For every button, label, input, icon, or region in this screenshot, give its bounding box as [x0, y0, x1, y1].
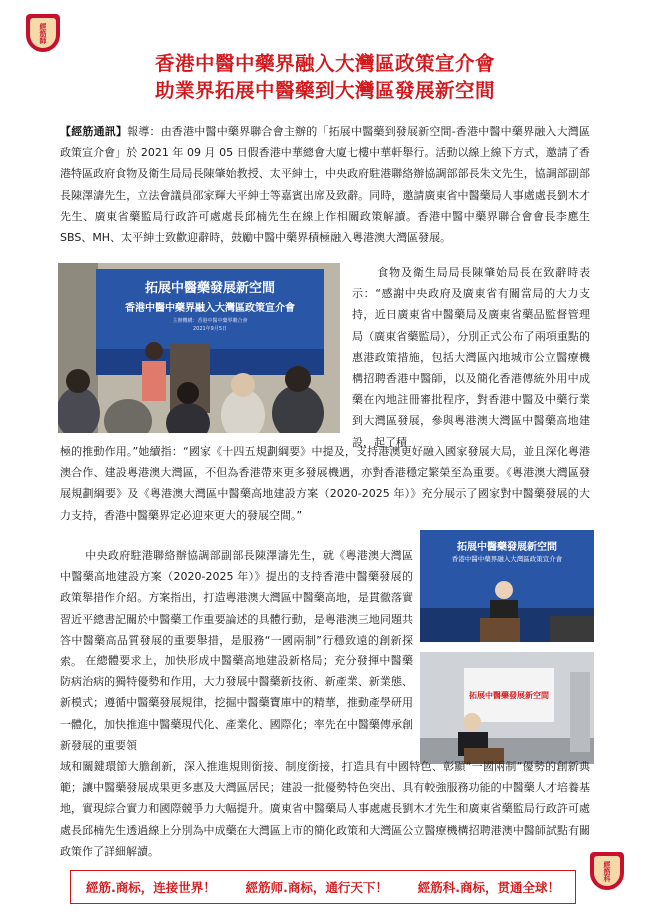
paragraph-deputy: 中央政府駐港聯絡辦協調部副部長陳澤濤先生，就《粵港澳大灣區中醫藥高地建設方案（2020-2025 年）》提出的支持香港中醫藥發展的政策舉措作介紹。方案指出，打造粵港澳大灣區中醫藥高地，是貫徹落實習近平總書記關於中醫藥工作重要論述的具體行動，是粵港澳三地同題共答中醫藥高品質發展的重要舉措，是服務“一國兩制”行穩致遠的創新探索。 [60, 549, 413, 669]
banner-right1-title: 拓展中醫藥發展新空間 [457, 542, 557, 553]
page-title-line1: 香港中醫中藥界融入大灣區政策宣介會 [154, 52, 495, 75]
footer-slogan-3: 經筋科.商标，贯通全球！ [417, 880, 561, 895]
logo-bottom-text: 經筋科 [594, 856, 620, 886]
footer-slogan-2: 經筋师.商标，通行天下！ [245, 880, 388, 895]
banner-main-organizer: 主辦機構：香港中醫中藥界聯合會 [172, 318, 248, 324]
footer-slogan-1: 經筋.商标，连接世界！ [85, 880, 216, 895]
paragraph-minister-full: 極的推動作用。”她續指：“國家《十四五規劃綱要》中提及，支持港澳更好融入國家發展大局，並且深化粵港澳合作、建設粵港澳大灣區，不但為香港帶來更多發展機遇，亦對香港穩定繁榮至為重要。《粵港澳大灣區發展規劃綱要》及《粵港澳大灣區中醫藥高地建設方案（2020-2025 年）》充分展示了國家對中醫藥發展的大力支持，香港中醫藥界定必迎來更大的發展空間。” [60, 445, 590, 522]
paragraph-intro [60, 121, 590, 248]
banner-main-title: 拓展中醫藥發展新空間 [144, 281, 275, 296]
photo-conference-speaker [58, 263, 340, 433]
logo-emblem [26, 14, 60, 52]
news-tag: 【經筋通訊】 [60, 125, 128, 138]
logo-text: 經筋師 [30, 18, 56, 48]
footer-slogan-box [70, 870, 576, 904]
banner-main-date: 2021年9月5日 [192, 326, 228, 332]
photo-deputy-director [420, 530, 594, 642]
paragraph-intro-text: 報導：由香港中醫中藥界聯合會主辦的「拓展中醫藥到發展新空間-香港中醫中藥界融入大灣區政策宣介會」於 2021 年 09 月 05 日假香港中華總會大廈七樓中華軒舉行。活動以線上線下方式，邀請了香港特區政府食物及衛生局局長陳肇始教授、太平紳士，中央政府駐港聯絡辦協調部部長朱文先生，協調部副部長陳澤濤先生，立法會議員邵家輝大平紳士等嘉賓出席及致辭。同時，邀請廣東省中醫藥局人事處處長劉木才先生、廣東省藥監局行政許可處處長邱楠先生在線上作相關政策解讀。香港中醫中藥界聯合會會長李應生 SBS、MH、太平紳士致歡迎辭時，鼓勵中醫中藥界積極融入粵港澳大灣區發展。 [60, 125, 591, 245]
banner-right2-title: 拓展中醫藥發展新空間 [469, 691, 549, 700]
paragraph-requirements-full: 域和關鍵環節大膽創新，深入推進規則銜接、制度銜接，打造具有中國特色、彰顯“一國兩制”優勢的創新典範；讓中醫藥發展成果更多惠及大灣區居民；建設一批優勢特色突出、具有較強服務功能的中醫藥人才培養基地，實現綜合實力和國際競爭力大幅提升。廣東省中醫藥局人事處處長劉木才先生和廣東省藥監局行政許可處處長邱楠先生透過線上分別為中成藥在大灣區上市的簡化政策和大灣區公立醫療機構招聘港澳中醫師試點有關政策作了詳細解讀。 [60, 760, 590, 858]
paragraph-minister-side: 食物及衛生局局長陳肇始局長在致辭時表示：“感謝中央政府及廣東省有關當局的大力支持，近日廣東省中醫藥局及廣東省藥品監督管理局（廣東省藥監局），分別正式公布了兩項重點的惠港政策措施，包括大灣區內地城市公立醫療機構招聘香港中醫師，以及簡化香港傳統外用中成藥在內地註冊審批程序，對香港中醫及中藥行業到大灣區發展，參與粵港澳大灣區中醫藥高地建設，起了積 [352, 266, 590, 449]
photo-online-session [420, 652, 594, 764]
banner-right1-subtitle: 香港中醫中藥界融入大灣區政策宣介會 [451, 555, 563, 563]
paragraph-requirements-side: 在總體要求上，加快形成中醫藥高地建設新格局；充分發揮中醫藥防病治病的獨特優勢和作用，大力發展中醫藥新技術、新產業、新業態、新模式；遵循中醫藥發展規律，挖掘中醫藥寶庫中的精華，推動產學研用一體化，加快推進中醫藥現代化、產業化、國際化；率先在中醫藥傳承創新發展的重要領 [60, 654, 413, 752]
online-session-illustration [420, 652, 594, 764]
page-title-line2: 助業界拓展中醫藥到大灣區發展新空間 [154, 79, 495, 102]
banner-main-subtitle: 香港中醫中藥界融入大灣區政策宣介會 [125, 303, 295, 314]
logo-emblem-bottom [590, 852, 624, 890]
